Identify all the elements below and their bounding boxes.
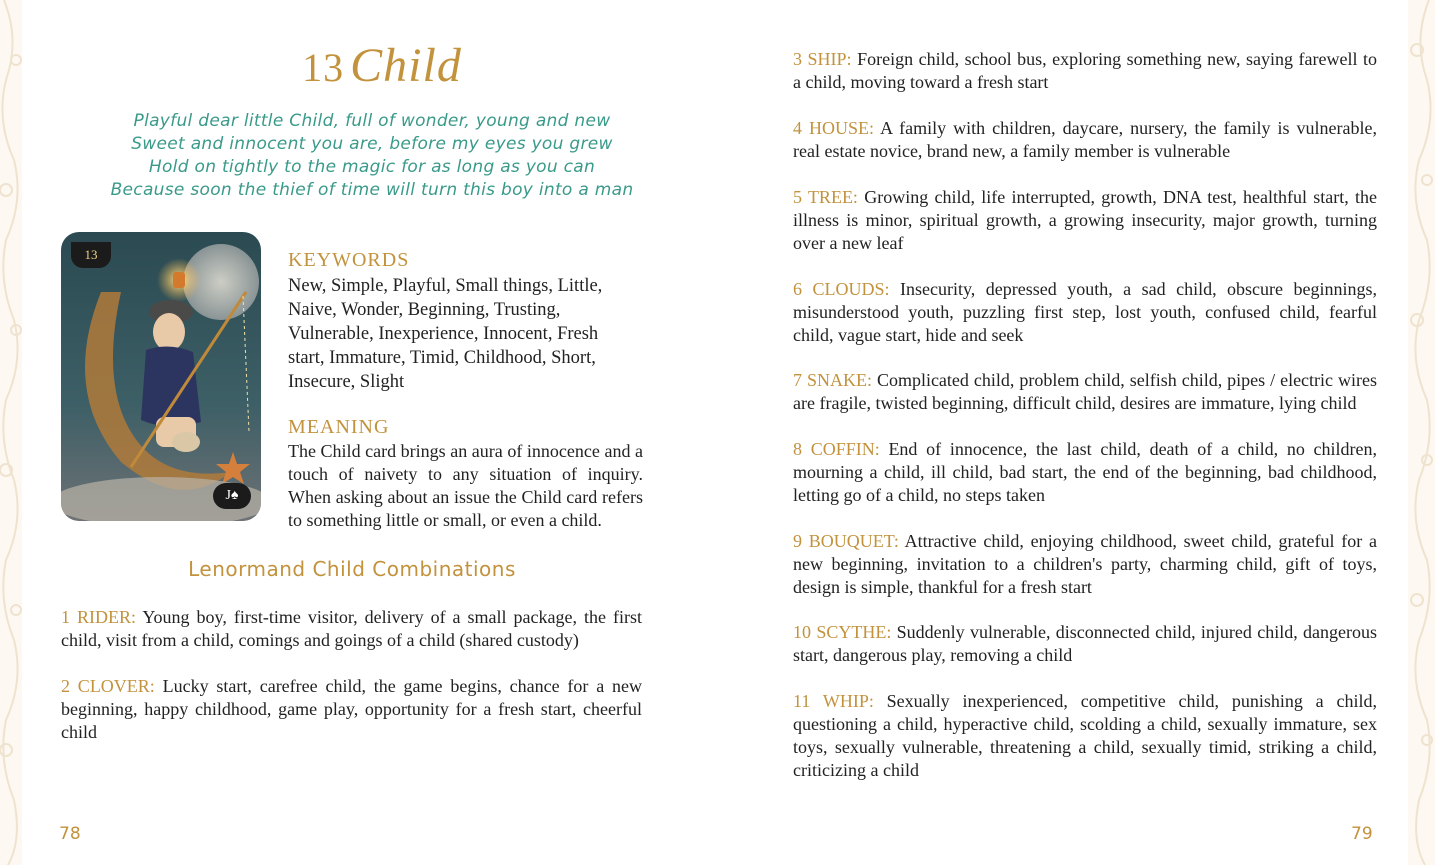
page-number-left: 78 [59,824,81,844]
poem-line: Playful dear little Child, full of wonder, young and new [133,111,611,131]
keywords-heading: KEYWORDS [288,249,410,271]
combination-entry [61,675,642,744]
entry-label: 11 WHIP: [793,691,874,711]
poem-line: Sweet and innocent you are, before my eyes you grew [131,134,613,154]
right-ornament-border [1409,0,1435,865]
poem-line: Hold on tightly to the magic for as long as you can [148,157,596,177]
entry-label: 6 CLOUDS: [793,279,890,299]
entry-label: 2 CLOVER: [61,676,155,696]
combination-entry [793,48,1377,94]
combination-entry [793,369,1377,415]
combination-entry [793,438,1377,507]
entry-text: A family with children, daycare, nursery, the family is vulnerable, real estate novice, brand new, a family member is vulnerable [793,118,1377,161]
entry-text: Attractive child, enjoying childhood, sweet child, grateful for a new beginning, invitation to a children's party, charming child, gift of toys, design is simple, thankful for a fresh start [793,531,1377,597]
entry-label: 4 HOUSE: [793,118,875,138]
meaning-text: The Child card brings an aura of innocence and a touch of naivety to any situation of inquiry. When asking about an issue the Child card refers to something little or small, or even a child. [288,441,643,530]
combination-entry [793,186,1377,255]
combination-entry [793,530,1377,599]
left-page [22,0,718,865]
entry-label: 8 COFFIN: [793,439,880,459]
entry-label: 1 RIDER: [61,607,136,627]
right-page [718,0,1408,865]
child-card-image [61,232,261,521]
combination-entry [61,606,642,652]
card-suit-badge: J♠ [213,483,251,509]
entry-text: Young boy, first-time visitor, delivery of a small package, the first child, visit from a child, comings and goings of a child (shared custody) [61,607,642,650]
combination-entry [793,690,1377,782]
entry-text: End of innocence, the last child, death of a child, no children, mourning a child, ill child, bad start, the end of the beginning, bad childhood, letting go of a child, no steps taken [793,439,1377,505]
entry-text: Foreign child, school bus, exploring something new, saying farewell to a child, moving toward a fresh start [793,49,1378,92]
card-number-badge: 13 [71,242,111,268]
combination-entry [793,621,1377,667]
entry-text: Growing child, life interrupted, growth, DNA test, healthful start, the illness is minor, spiritual growth, a growing insecurity, major growth, turning over a new leaf [793,187,1378,253]
poem [92,110,652,202]
entry-label: 7 SNAKE: [793,370,872,390]
entry-text: Lucky start, carefree child, the game begins, chance for a new beginning, happy childhood, game play, opportunity for a fresh start, cheerful child [61,676,642,742]
card-title [292,38,472,93]
title-number: 13 [302,45,345,90]
combination-entry [793,117,1377,163]
entry-label: 10 SCYTHE: [793,622,892,642]
entry-text: Insecurity, depressed youth, a sad child, obscure beginnings, misunderstood youth, puzzling first step, lost youth, confused child, fearful child, vague start, hide and seek [793,279,1377,345]
page-number-right: 79 [1351,824,1373,844]
keywords-text: New, Simple, Playful, Small things, Little, Naive, Wonder, Beginning, Trusting, Vulnerable, Inexperience, Innocent, Fresh start, Immature, Timid, Childhood, Short, Insecure, Slight [288,276,603,392]
combinations-heading: Lenormand Child Combinations [188,557,516,581]
entry-label: 9 BOUQUET: [793,531,899,551]
poem-line: Because soon the thief of time will turn this boy into a man [110,180,634,200]
combination-entry [793,278,1377,347]
entry-text: Suddenly vulnerable, disconnected child, injured child, dangerous start, dangerous play, removing a child [793,622,1378,665]
entry-label: 3 SHIP: [793,49,852,69]
title-word: Child [350,39,462,92]
entry-label: 5 TREE: [793,187,858,207]
meaning-heading: MEANING [288,416,390,438]
entry-text: Complicated child, problem child, selfish child, pipes / electric wires are fragile, twisted beginning, difficult child, desires are immature, lying child [793,370,1377,413]
entry-text: Sexually inexperienced, competitive child, punishing a child, questioning a child, hyperactive child, scolding a child, sexually immature, sex toys, sexually vulnerable, threatening a child, sexually timid, striking a child, criticizing a child [793,691,1377,780]
